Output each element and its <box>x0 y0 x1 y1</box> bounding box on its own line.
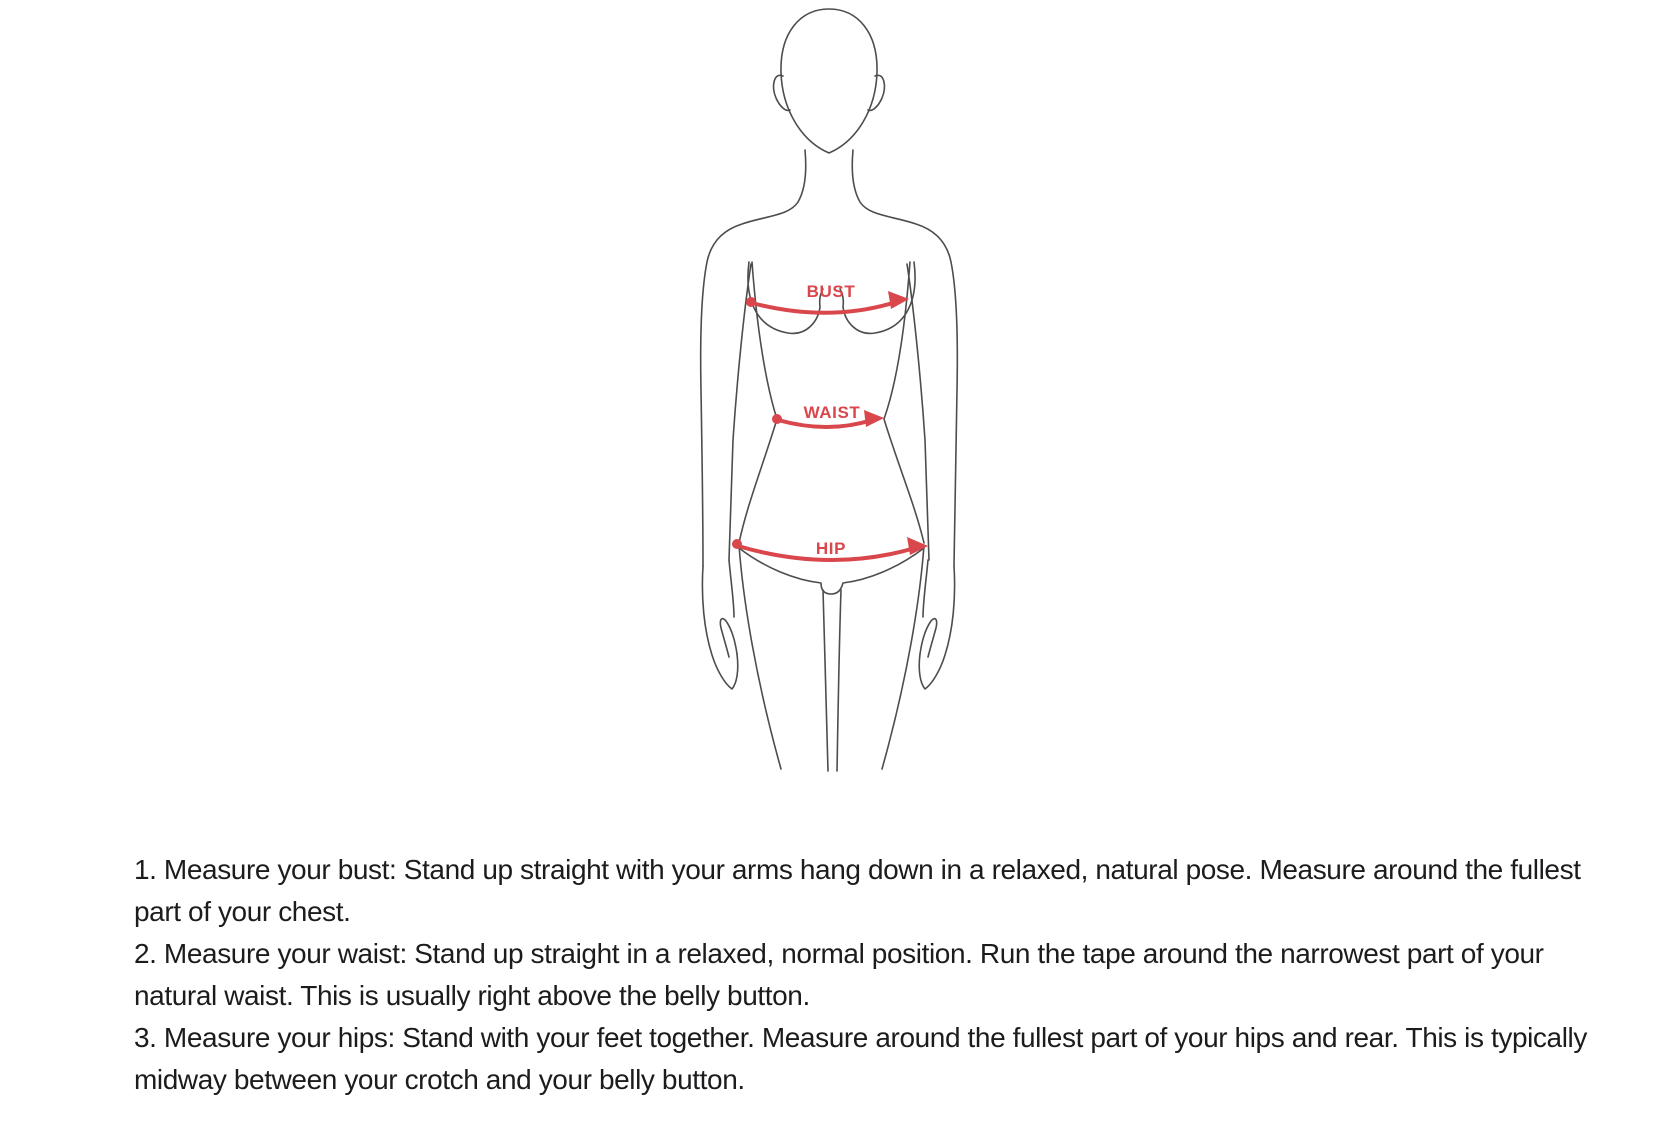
instruction-bust-line-2: part of your chest. <box>134 896 351 927</box>
body-measurement-diagram <box>640 0 990 790</box>
right-inner-leg <box>837 590 841 771</box>
instruction-bust-line-1: 1. Measure your bust: Stand up straight with your arms hang down in a relaxed, natural pose. Measure around the fullest <box>134 854 1581 885</box>
head-outline <box>781 9 877 153</box>
left-inner-leg <box>823 590 828 771</box>
waist-label: WAIST <box>803 403 861 422</box>
right-outer-leg <box>882 545 924 769</box>
instruction-waist-line-2: natural waist. This is usually right above the belly button. <box>134 980 810 1011</box>
instruction-waist-line-1: 2. Measure your waist: Stand up straight in a relaxed, normal position. Run the tape around the narrowest part of your <box>134 938 1544 969</box>
measurement-labels <box>804 282 861 558</box>
left-inner-arm <box>729 264 751 560</box>
left-outer-leg <box>739 545 781 769</box>
instruction-hips-line-2: midway between your crotch and your belly button. <box>134 1064 745 1095</box>
body-figure-svg <box>640 0 990 790</box>
right-neck-shoulder-arm <box>852 150 957 566</box>
body-outline <box>701 9 958 771</box>
right-inner-arm <box>907 264 929 560</box>
bust-label: BUST <box>806 282 856 301</box>
measurement-arrows <box>732 291 928 560</box>
left-neck-shoulder-arm <box>701 150 806 566</box>
measuring-instructions <box>134 849 1634 1101</box>
left-hand <box>702 560 737 689</box>
instruction-hips-line-1: 3. Measure your hips: Stand with your feet together. Measure around the fullest part of your hips and rear. This is typically <box>134 1022 1587 1053</box>
hip-label: HIP <box>815 539 847 558</box>
right-hand <box>919 560 954 689</box>
waist-arrowhead <box>864 410 884 427</box>
